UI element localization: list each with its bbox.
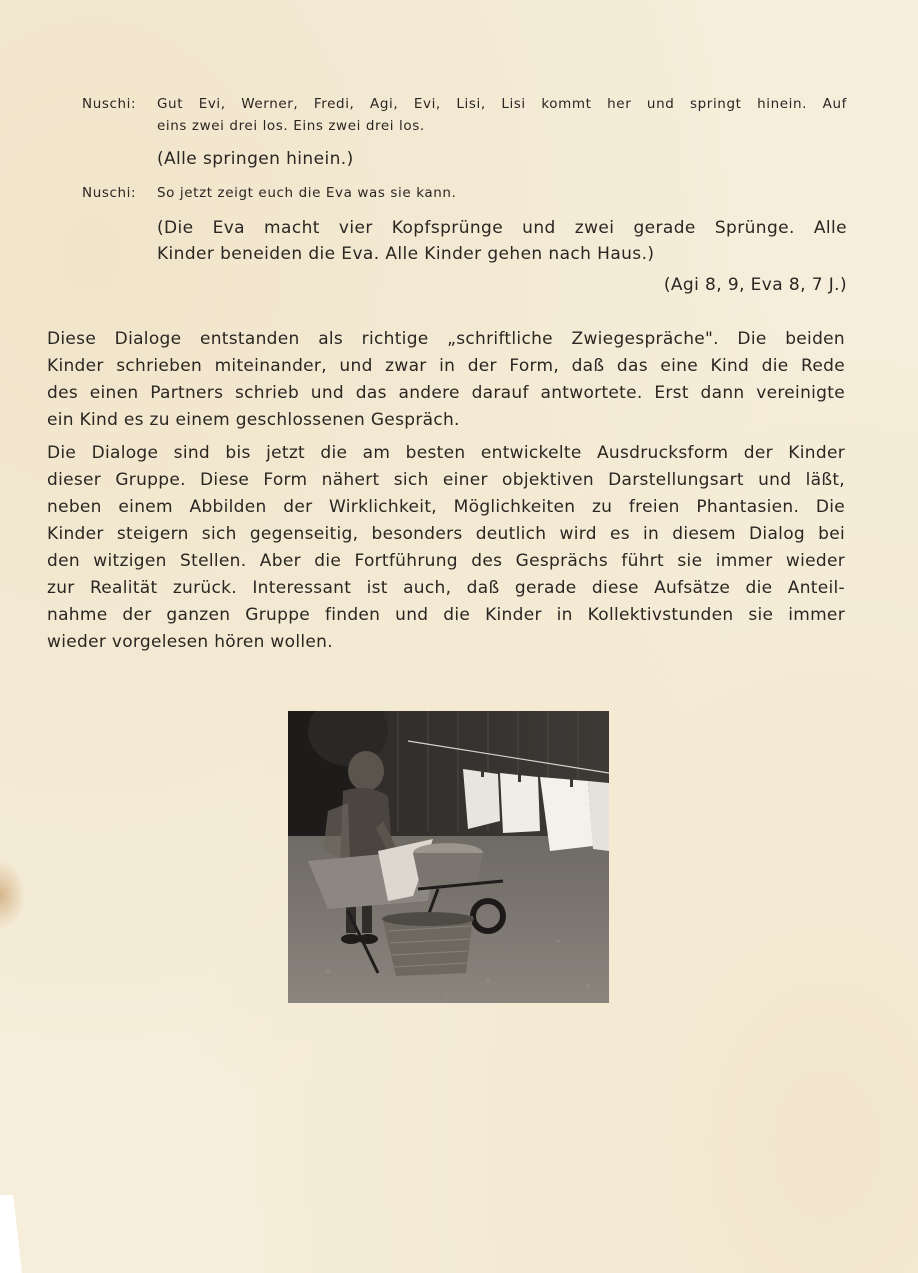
stage-direction-line: (Die Eva macht vier Kopfsprünge und zwei gerade Sprünge. Alle — [157, 218, 847, 238]
paragraph-line: zur Realität zurück. Interessant ist auch, daß gerade diese Aufsätze die Anteil- — [47, 578, 845, 598]
paragraph-line: ein Kind es zu einem geschlossenen Gespräch. — [47, 410, 460, 430]
paragraph-1 — [47, 326, 845, 434]
paragraph-line: Diese Dialoge entstanden als richtige „schriftliche Zwiegespräche". Die beiden — [47, 329, 845, 349]
dialog-entry-2 — [0, 182, 918, 204]
photo-illustration — [288, 711, 609, 1003]
torn-corner — [0, 1195, 22, 1273]
stage-direction-line: Kinder beneiden die Eva. Alle Kinder gehen nach Haus.) — [157, 244, 655, 264]
paragraph-line: Kinder schrieben miteinander, und zwar in der Form, daß das eine Kind die Rede — [47, 356, 845, 376]
stage-direction: (Alle springen hinein.) — [157, 149, 354, 169]
speaker-label: Nuschi: — [82, 96, 137, 112]
paragraph-line: nahme der ganzen Gruppe finden und die Kinder in Kollektivstunden sie immer — [47, 605, 845, 625]
paragraph-line: neben einem Abbilden der Wirklichkeit, Möglichkeiten zu freien Phantasien. Die — [47, 497, 845, 517]
dialog-text-line: Gut Evi, Werner, Fredi, Agi, Evi, Lisi, Lisi kommt her und springt hinein. Auf — [157, 96, 847, 112]
paragraph-2 — [47, 440, 845, 656]
paragraph-line: des einen Partners schrieb und das andere darauf antwortete. Erst dann vereinigte — [47, 383, 845, 403]
paper-stain — [0, 860, 26, 930]
photograph-child-washing-laundry — [288, 711, 609, 1003]
dialog-text-line: So jetzt zeigt euch die Eva was sie kann. — [157, 185, 457, 201]
paragraph-line: Kinder steigern sich gegenseitig, besonders deutlich wird es in diesem Dialog bei — [47, 524, 845, 544]
author-attribution: (Agi 8, 9, Eva 8, 7 J.) — [663, 275, 847, 295]
paragraph-line: Die Dialoge sind bis jetzt die am besten entwickelte Ausdrucksform der Kinder — [47, 443, 845, 463]
paragraph-line: wieder vorgelesen hören wollen. — [47, 632, 333, 652]
paragraph-line: dieser Gruppe. Diese Form nähert sich einer objektiven Darstellungsart und läßt, — [47, 470, 845, 490]
dialog-text-line: eins zwei drei los. Eins zwei drei los. — [157, 118, 425, 134]
speaker-label: Nuschi: — [82, 185, 137, 201]
paragraph-line: den witzigen Stellen. Aber die Fortführung des Gesprächs führt sie immer wieder — [47, 551, 845, 571]
dialog-entry-1 — [0, 93, 918, 137]
